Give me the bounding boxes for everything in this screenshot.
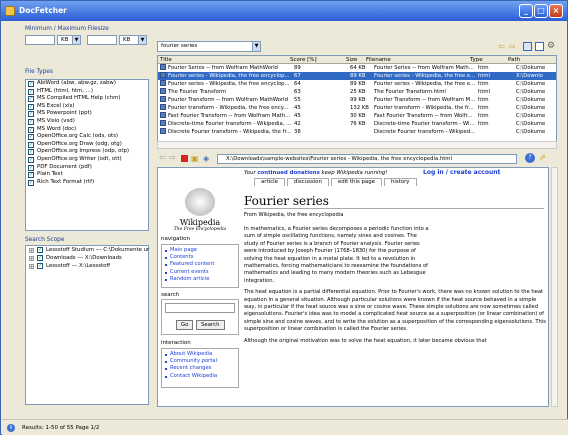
preview-toolbar bbox=[157, 153, 557, 165]
interaction-box bbox=[161, 348, 239, 388]
table-cell: X:\Downlo bbox=[516, 73, 543, 79]
checkbox-icon[interactable]: ✓ bbox=[38, 255, 43, 261]
table-cell: Fourier series - Wikipedia, the free encyclop... bbox=[168, 73, 290, 79]
filetypes-list bbox=[25, 79, 149, 231]
table-cell: htm bbox=[478, 105, 489, 111]
html-file-icon bbox=[160, 96, 166, 102]
table-cell: htm bbox=[478, 97, 489, 103]
checkbox-icon[interactable]: ✓ bbox=[29, 134, 34, 141]
nav-link[interactable]: Contents bbox=[162, 254, 238, 261]
donation-banner bbox=[244, 170, 388, 176]
banner-post: keep Wikipedia running! bbox=[321, 170, 388, 176]
html-file-icon bbox=[160, 64, 166, 70]
html-preview bbox=[157, 167, 549, 407]
results-table bbox=[157, 55, 557, 149]
open-external-icon[interactable]: ⇗ bbox=[539, 153, 546, 162]
filetype-label: PDF Document (pdf) bbox=[37, 163, 92, 170]
table-row[interactable] bbox=[158, 120, 556, 128]
layout-icon[interactable] bbox=[523, 42, 532, 51]
filesize-label: Minimum / Maximum Filesize bbox=[25, 26, 109, 32]
status-text: Results: 1-50 of 55 Page 1/2 bbox=[22, 425, 100, 431]
filetype-item[interactable] bbox=[26, 164, 148, 172]
forward-icon[interactable]: ⇨ bbox=[169, 153, 176, 162]
globe-icon bbox=[185, 188, 215, 216]
search-box bbox=[161, 299, 239, 335]
scope-item[interactable] bbox=[26, 262, 148, 270]
filetype-label: Plain Text bbox=[37, 171, 63, 178]
scope-label: Search Scope bbox=[25, 237, 65, 243]
filetypes-label: File Types bbox=[25, 69, 53, 75]
nav-link[interactable]: Featured content bbox=[162, 261, 238, 268]
table-cell: 45 bbox=[294, 113, 301, 119]
table-cell: Fourier transform - Wikipedia, the fr... bbox=[374, 105, 474, 111]
checkbox-icon[interactable]: ✓ bbox=[29, 126, 34, 133]
table-cell: 42 bbox=[294, 121, 301, 127]
filetype-item[interactable] bbox=[26, 171, 148, 179]
stop-icon[interactable] bbox=[181, 155, 188, 162]
tab-article[interactable]: article bbox=[254, 178, 285, 186]
status-bar bbox=[2, 419, 568, 435]
filetype-label: OpenOffice.org Calc (ods, ots) bbox=[37, 133, 119, 140]
checkbox-icon[interactable]: ✓ bbox=[29, 164, 34, 171]
interaction-title: interaction bbox=[161, 340, 191, 346]
tab-discussion[interactable]: discussion bbox=[287, 178, 329, 186]
table-cell: C:\Dokume bbox=[516, 65, 546, 71]
expand-icon[interactable]: + bbox=[30, 263, 34, 269]
table-cell: 99 KB bbox=[350, 97, 366, 103]
table-cell: Fourier transform - Wikipedia, the free ency... bbox=[168, 105, 289, 111]
expand-icon[interactable]: + bbox=[30, 255, 34, 261]
filetype-label: OpenOffice.org Impress (odp, otp) bbox=[37, 148, 130, 155]
table-header bbox=[158, 56, 556, 64]
table-row[interactable] bbox=[158, 80, 556, 88]
nav-link[interactable]: Main page bbox=[162, 247, 238, 254]
table-cell: html bbox=[478, 73, 491, 79]
min-filesize-input[interactable] bbox=[25, 35, 55, 45]
column-header[interactable]: Type bbox=[470, 57, 483, 63]
table-cell: htm bbox=[478, 121, 489, 127]
table-row[interactable] bbox=[158, 128, 556, 136]
max-unit-value: KB bbox=[123, 37, 131, 43]
nav-link[interactable]: Current events bbox=[162, 269, 238, 276]
preferences-icon[interactable] bbox=[535, 42, 544, 51]
scope-item[interactable] bbox=[26, 246, 148, 254]
html-file-icon bbox=[160, 120, 166, 126]
expand-icon[interactable]: + bbox=[30, 247, 34, 253]
filetype-item[interactable] bbox=[26, 148, 148, 156]
article-heading: Fourier series bbox=[244, 194, 544, 209]
max-filesize-input[interactable] bbox=[87, 35, 117, 45]
window-title: DocFetcher bbox=[19, 6, 67, 15]
go-button[interactable]: Go bbox=[176, 320, 193, 330]
table-cell: C:\Dokume bbox=[516, 129, 546, 135]
table-cell: Discrete Fourier transform - Wikipedia, the fr... bbox=[168, 129, 292, 135]
interaction-link[interactable]: About Wikipedia bbox=[162, 351, 238, 358]
html-file-icon bbox=[160, 104, 166, 110]
table-cell: 64 bbox=[294, 81, 301, 87]
checkbox-icon[interactable]: ✓ bbox=[29, 103, 34, 110]
filetype-label: OpenOffice.org Draw (odg, otg) bbox=[37, 140, 122, 147]
checkbox-icon[interactable]: ✓ bbox=[38, 263, 43, 269]
table-cell: Discrete-time Fourier transform - Wi... bbox=[374, 121, 475, 127]
filetype-item[interactable] bbox=[26, 118, 148, 126]
filetype-label: AbiWord (abw, abw.gz, zabw) bbox=[37, 80, 116, 86]
wiki-search-input[interactable] bbox=[165, 303, 235, 313]
table-cell: Fourier Series -- from Wolfram Math... bbox=[374, 65, 474, 71]
filetype-label: Rich Text Format (rtf) bbox=[37, 178, 95, 185]
table-cell: The Fourier Transform.html bbox=[374, 89, 446, 95]
article-tabs bbox=[254, 178, 419, 186]
table-row[interactable] bbox=[158, 104, 556, 112]
column-header[interactable]: Path bbox=[508, 57, 521, 63]
preview-scrollbar[interactable] bbox=[551, 167, 558, 407]
html-file-icon bbox=[160, 72, 166, 78]
table-cell: 132 KB bbox=[350, 105, 369, 111]
search-query: fourier series bbox=[161, 43, 198, 49]
max-unit-select[interactable] bbox=[119, 35, 147, 45]
table-row[interactable] bbox=[158, 72, 556, 80]
min-unit-value: KB bbox=[61, 37, 69, 43]
filetype-item[interactable] bbox=[26, 80, 148, 88]
filetype-label: MS Word (doc) bbox=[37, 125, 77, 132]
table-cell: 64 KB bbox=[350, 65, 366, 71]
filetype-label: MS Powerpoint (ppt) bbox=[37, 110, 92, 117]
filetype-item[interactable] bbox=[26, 141, 148, 149]
search-title: search bbox=[161, 292, 180, 298]
logo-title: Wikipedia bbox=[179, 218, 221, 227]
tab-history[interactable]: history bbox=[384, 178, 417, 186]
checkbox-icon[interactable]: ✓ bbox=[29, 118, 34, 125]
table-cell: 76 KB bbox=[350, 121, 366, 127]
interaction-link[interactable]: Recent changes bbox=[162, 365, 238, 372]
logo-subtitle: The Free Encyclopedia bbox=[173, 227, 227, 232]
column-header[interactable]: Filename bbox=[366, 57, 391, 63]
table-cell: C:\Dokume bbox=[516, 113, 546, 119]
app-icon bbox=[5, 6, 15, 16]
table-cell: 55 bbox=[294, 97, 301, 103]
help-icon[interactable]: ? bbox=[525, 153, 535, 163]
login-link[interactable]: Log in / create account bbox=[423, 169, 501, 176]
paragraph-2: The heat equation is a partial differential equation. Prior to Fourier's work, there was no known solution to the heat equation in a general situation. Although particular solutions were known if the heat source behaved in a simple way, in particular if the heat source was a sine or cosine wave. These simple solutions are now sometimes called eigensolutions. Fourier's idea was to model a complicated heat source as a superposition (or linear combination) of simple sine and cosine waves, and to write the solution as a superposition of the corresponding eigensolutions. This superposition or linear combination is called the Fourier series. bbox=[244, 289, 546, 333]
checkbox-icon[interactable]: ✓ bbox=[29, 141, 34, 148]
table-cell: 45 bbox=[294, 105, 301, 111]
chevron-down-icon: ▼ bbox=[72, 36, 80, 44]
table-cell: 89 KB bbox=[350, 73, 366, 79]
html-file-icon bbox=[160, 80, 166, 86]
scope-label: Lessstoff Studium --- C:\Dokumente ur bbox=[46, 247, 150, 253]
table-cell: 63 bbox=[294, 89, 301, 95]
scope-tree bbox=[25, 245, 149, 405]
html-file-icon bbox=[160, 88, 166, 94]
table-cell: C:\Dokume bbox=[516, 81, 546, 87]
next-page-icon[interactable]: ⇨ bbox=[509, 42, 516, 51]
table-row[interactable] bbox=[158, 112, 556, 120]
title-bar bbox=[1, 1, 567, 21]
table-cell: html bbox=[478, 89, 491, 95]
scope-label: Lessstoff --- X:\Lessstoff bbox=[46, 263, 111, 269]
paragraph-1: In mathematics, a Fourier series decomposes a periodic function into a sum of simple oscillating functions, namely sines and cosines. The study of Fourier series is a branch of Fourier analysis. Fourier series were introduced by Joseph Fourier (1768–1830) for the purpose of solving the heat equation in a metal plate. It led to a revolution in mathematics, forcing mathematicians to reexamine the foundations of mathematics and leading to many modern theories such as Lebesgue integration. bbox=[244, 226, 429, 284]
filetype-item[interactable] bbox=[26, 103, 148, 111]
minimize-button[interactable]: _ bbox=[519, 4, 533, 18]
table-cell: C:\Dokume bbox=[516, 121, 546, 127]
gear-icon[interactable]: ⚙ bbox=[547, 41, 556, 51]
chevron-down-icon: ▼ bbox=[252, 42, 260, 51]
table-cell: Discrete Fourier transform - Wikiped... bbox=[374, 129, 476, 135]
article-body bbox=[244, 226, 548, 345]
table-cell: htm bbox=[478, 113, 489, 119]
table-cell: Fourier series - Wikipedia, the free e... bbox=[374, 81, 476, 87]
back-icon[interactable]: ⇦ bbox=[159, 153, 166, 162]
table-cell: C:\Dokume bbox=[516, 89, 546, 95]
table-cell: Fourier Series -- from Wolfram MathWorld bbox=[168, 65, 278, 71]
prev-page-icon[interactable]: ⇦ bbox=[498, 42, 505, 51]
chevron-down-icon: ▼ bbox=[138, 36, 146, 44]
table-cell: Fourier Transform -- from Wolfram M... bbox=[374, 97, 476, 103]
info-icon: i bbox=[7, 424, 15, 432]
filetype-item[interactable] bbox=[26, 156, 148, 164]
checkbox-icon[interactable]: ✓ bbox=[29, 111, 34, 118]
table-cell: C:\Dokume bbox=[516, 105, 546, 111]
table-row[interactable] bbox=[158, 64, 556, 72]
paragraph-3: Although the original motivation was to solve the heat equation, it later became obvious that bbox=[244, 337, 487, 344]
column-header[interactable]: Score [%] bbox=[290, 57, 317, 63]
table-scrollbar[interactable] bbox=[157, 141, 557, 149]
filetype-item[interactable] bbox=[26, 133, 148, 141]
article-subtitle: From Wikipedia, the free encyclopedia bbox=[244, 212, 344, 218]
close-button[interactable]: × bbox=[549, 4, 563, 18]
table-cell: 30 KB bbox=[350, 113, 366, 119]
wiki-search-button[interactable]: Search bbox=[196, 320, 225, 330]
table-cell: The Fourier Transform bbox=[168, 89, 227, 95]
table-row[interactable] bbox=[158, 96, 556, 104]
checkbox-icon[interactable]: ✓ bbox=[29, 149, 34, 156]
table-cell: Fast Fourier Transform -- from Wolfram Math... bbox=[168, 113, 291, 119]
donation-link[interactable]: continued donations bbox=[257, 170, 320, 176]
maximize-button[interactable]: □ bbox=[534, 4, 548, 18]
wikipedia-logo bbox=[158, 186, 242, 232]
table-cell: Fourier series - Wikipedia, the free encyclop... bbox=[168, 81, 290, 87]
tab-edit-this-page[interactable]: edit this page bbox=[331, 178, 382, 186]
min-unit-select[interactable] bbox=[57, 35, 81, 45]
refresh-icon[interactable]: ◈ bbox=[203, 154, 210, 163]
scope-item[interactable] bbox=[26, 254, 148, 262]
table-row[interactable] bbox=[158, 88, 556, 96]
html-file-icon bbox=[160, 128, 166, 134]
filetype-label: HTML (html, htm, ...) bbox=[37, 87, 93, 94]
checkbox-icon[interactable]: ✓ bbox=[38, 247, 43, 253]
checkbox-icon[interactable]: ✓ bbox=[29, 156, 34, 163]
nav-link[interactable]: Random article bbox=[162, 276, 238, 283]
table-cell: Fast Fourier Transform -- from Wolfr... bbox=[374, 113, 473, 119]
table-cell: htm bbox=[478, 81, 489, 87]
html-file-icon bbox=[160, 112, 166, 118]
nav-title: navigation bbox=[161, 236, 191, 242]
url-field[interactable]: X:\Downloads\sample-websites\Fourier series - Wikipedia, the free encyclopedia.html bbox=[217, 154, 517, 164]
nav-box bbox=[161, 244, 239, 288]
filetype-label: OpenOffice.org Writer (odt, ott) bbox=[37, 155, 122, 162]
column-header[interactable]: Size bbox=[346, 57, 358, 63]
table-cell: 89 KB bbox=[350, 81, 366, 87]
filetype-item[interactable] bbox=[26, 88, 148, 96]
checkbox-icon[interactable]: ✓ bbox=[29, 81, 34, 87]
table-cell: 38 bbox=[294, 129, 301, 135]
checkbox-icon[interactable]: ✓ bbox=[29, 179, 34, 186]
filetype-label: MS Visio (vsd) bbox=[37, 117, 75, 124]
checkbox-icon[interactable]: ✓ bbox=[29, 172, 34, 179]
checkbox-icon[interactable]: ✓ bbox=[29, 96, 34, 103]
table-cell: 67 bbox=[294, 73, 301, 79]
table-cell: Fourier Transform -- from Wolfram MathWorld bbox=[168, 97, 288, 103]
interaction-link[interactable]: Community portal bbox=[162, 358, 238, 365]
scope-label: Downloads --- X:\Downloads bbox=[46, 255, 122, 261]
table-cell: C:\Dokume bbox=[516, 97, 546, 103]
table-cell: Fourier series - Wikipedia, the free e... bbox=[374, 73, 476, 79]
table-cell: 89 bbox=[294, 65, 301, 71]
interaction-link[interactable]: Contact Wikipedia bbox=[162, 373, 238, 380]
filetype-item[interactable] bbox=[26, 179, 148, 187]
filetype-label: MS Excel (xls) bbox=[37, 102, 75, 109]
filetype-item[interactable] bbox=[26, 110, 148, 118]
search-input[interactable] bbox=[157, 41, 261, 52]
filetype-item[interactable] bbox=[26, 126, 148, 134]
banner-pre: Your bbox=[244, 170, 256, 176]
folder-icon[interactable]: ▣ bbox=[191, 154, 199, 163]
table-cell: 25 KB bbox=[350, 89, 366, 95]
filetype-item[interactable] bbox=[26, 95, 148, 103]
filetype-label: MS Compiled HTML Help (chm) bbox=[37, 95, 121, 102]
table-cell: Discrete-time Fourier transform - Wikipedia, ... bbox=[168, 121, 292, 127]
table-cell: htm bbox=[478, 65, 489, 71]
checkbox-icon[interactable]: ✓ bbox=[29, 88, 34, 95]
column-header[interactable]: Title bbox=[160, 57, 172, 63]
